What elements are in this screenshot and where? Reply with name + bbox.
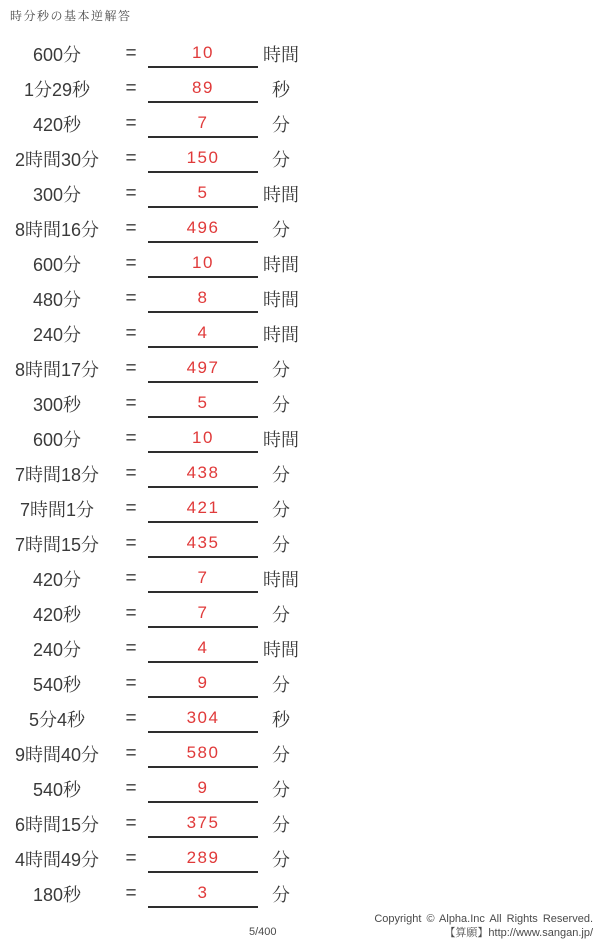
answer-value: 10 <box>192 427 214 447</box>
equals-sign: = <box>125 882 137 904</box>
answer-unit: 分 <box>272 534 290 555</box>
equals-sign: = <box>125 462 137 484</box>
equals-sign: = <box>125 672 137 694</box>
problem-question: 600分 <box>32 254 82 275</box>
answer-value: 497 <box>186 357 220 377</box>
answer-underline <box>148 109 258 138</box>
problem-row <box>0 246 304 281</box>
answer-underline <box>148 774 258 803</box>
answer-underline <box>148 74 258 103</box>
answer-value: 375 <box>186 812 220 832</box>
problem-row <box>0 456 304 491</box>
problem-question: 540秒 <box>32 674 82 695</box>
problem-question: 5分4秒 <box>28 709 86 730</box>
problem-question: 1分29秒 <box>23 79 91 100</box>
problem-row <box>0 596 304 631</box>
problem-row <box>0 771 304 806</box>
answer-value: 7 <box>197 602 209 622</box>
answer-underline <box>148 599 258 628</box>
answer-unit: 時間 <box>263 184 299 205</box>
answer-underline <box>148 144 258 173</box>
equals-sign: = <box>125 357 137 379</box>
equals-sign: = <box>125 42 137 64</box>
answer-unit: 分 <box>272 499 290 520</box>
answer-value: 5 <box>197 392 209 412</box>
problem-row <box>0 876 304 911</box>
problem-row <box>0 71 304 106</box>
answer-unit: 分 <box>272 219 290 240</box>
problem-question: 300分 <box>32 184 82 205</box>
page-title: 時分秒の基本逆解答 <box>10 9 132 23</box>
answer-value: 4 <box>197 322 209 342</box>
problem-row <box>0 176 304 211</box>
problem-list <box>0 36 304 911</box>
equals-sign: = <box>125 112 137 134</box>
answer-value: 289 <box>186 847 220 867</box>
problem-question: 420分 <box>32 569 82 590</box>
answer-unit: 時間 <box>263 429 299 450</box>
answer-unit: 時間 <box>263 324 299 345</box>
equals-sign: = <box>125 147 137 169</box>
problem-question: 480分 <box>32 289 82 310</box>
problem-question: 8時間17分 <box>14 359 100 380</box>
problem-row <box>0 491 304 526</box>
equals-sign: = <box>125 742 137 764</box>
answer-value: 3 <box>197 882 209 902</box>
answer-unit: 分 <box>272 464 290 485</box>
answer-underline <box>148 564 258 593</box>
problem-question: 600分 <box>32 429 82 450</box>
answer-value: 496 <box>186 217 220 237</box>
answer-unit: 時間 <box>263 289 299 310</box>
answer-unit: 時間 <box>263 254 299 275</box>
answer-underline <box>148 704 258 733</box>
problem-row <box>0 351 304 386</box>
problem-question: 9時間40分 <box>14 744 100 765</box>
equals-sign: = <box>125 497 137 519</box>
equals-sign: = <box>125 707 137 729</box>
problem-question: 420秒 <box>32 114 82 135</box>
equals-sign: = <box>125 322 137 344</box>
equals-sign: = <box>125 812 137 834</box>
answer-unit: 分 <box>272 884 290 905</box>
problem-row <box>0 421 304 456</box>
answer-unit: 分 <box>272 394 290 415</box>
problem-question: 240分 <box>32 639 82 660</box>
answer-value: 5 <box>197 182 209 202</box>
equals-sign: = <box>125 637 137 659</box>
answer-unit: 分 <box>272 359 290 380</box>
problem-question: 420秒 <box>32 604 82 625</box>
answer-underline <box>148 284 258 313</box>
problem-question: 7時間1分 <box>19 499 95 520</box>
problem-question: 8時間16分 <box>14 219 100 240</box>
problem-question: 7時間18分 <box>14 464 100 485</box>
problem-row <box>0 526 304 561</box>
equals-sign: = <box>125 252 137 274</box>
answer-underline <box>148 389 258 418</box>
answer-underline <box>148 319 258 348</box>
problem-row <box>0 736 304 771</box>
problem-question: 2時間30分 <box>14 149 100 170</box>
equals-sign: = <box>125 77 137 99</box>
answer-unit: 分 <box>272 114 290 135</box>
copyright-text: Copyright © Alpha.Inc All Rights Reserved. <box>374 913 593 925</box>
answer-value: 421 <box>186 497 220 517</box>
answer-value: 9 <box>197 672 209 692</box>
problem-question: 7時間15分 <box>14 534 100 555</box>
answer-unit: 時間 <box>263 639 299 660</box>
answer-value: 4 <box>197 637 209 657</box>
problem-question: 4時間49分 <box>14 849 100 870</box>
equals-sign: = <box>125 217 137 239</box>
problem-row <box>0 141 304 176</box>
answer-value: 435 <box>186 532 220 552</box>
answer-underline <box>148 179 258 208</box>
problem-row <box>0 36 304 71</box>
problem-question: 240分 <box>32 324 82 345</box>
problem-row <box>0 666 304 701</box>
answer-value: 89 <box>192 77 214 97</box>
answer-value: 7 <box>197 112 209 132</box>
problem-question: 300秒 <box>32 394 82 415</box>
answer-value: 304 <box>186 707 220 727</box>
answer-underline <box>148 844 258 873</box>
answer-underline <box>148 214 258 243</box>
equals-sign: = <box>125 392 137 414</box>
answer-underline <box>148 354 258 383</box>
problem-question: 180秒 <box>32 884 82 905</box>
footer-site-link: 【算願】http://www.sangan.jp/ <box>444 926 593 939</box>
answer-unit: 分 <box>272 779 290 800</box>
equals-sign: = <box>125 777 137 799</box>
answer-value: 7 <box>197 567 209 587</box>
equals-sign: = <box>125 182 137 204</box>
answer-unit: 秒 <box>272 709 290 730</box>
answer-value: 580 <box>186 742 220 762</box>
equals-sign: = <box>125 602 137 624</box>
answer-value: 10 <box>192 252 214 272</box>
answer-underline <box>148 634 258 663</box>
answer-unit: 秒 <box>272 79 290 100</box>
equals-sign: = <box>125 847 137 869</box>
answer-unit: 分 <box>272 744 290 765</box>
answer-underline <box>148 739 258 768</box>
answer-unit: 時間 <box>263 569 299 590</box>
answer-underline <box>148 424 258 453</box>
problem-row <box>0 561 304 596</box>
answer-value: 438 <box>186 462 220 482</box>
equals-sign: = <box>125 427 137 449</box>
answer-underline <box>148 529 258 558</box>
answer-unit: 分 <box>272 674 290 695</box>
problem-row <box>0 316 304 351</box>
answer-underline <box>148 809 258 838</box>
problem-question: 6時間15分 <box>14 814 100 835</box>
answer-value: 10 <box>192 42 214 62</box>
answer-underline <box>148 249 258 278</box>
problem-row <box>0 806 304 841</box>
answer-underline <box>148 879 258 908</box>
answer-unit: 分 <box>272 849 290 870</box>
answer-value: 9 <box>197 777 209 797</box>
problem-row <box>0 281 304 316</box>
answer-unit: 分 <box>272 814 290 835</box>
problem-question: 600分 <box>32 44 82 65</box>
equals-sign: = <box>125 567 137 589</box>
problem-question: 540秒 <box>32 779 82 800</box>
answer-underline <box>148 39 258 68</box>
page-number: 5/400 <box>249 926 277 938</box>
answer-value: 150 <box>186 147 220 167</box>
answer-underline <box>148 669 258 698</box>
answer-unit: 分 <box>272 604 290 625</box>
footer <box>374 913 593 940</box>
answer-underline <box>148 494 258 523</box>
equals-sign: = <box>125 287 137 309</box>
problem-row <box>0 701 304 736</box>
answer-underline <box>148 459 258 488</box>
problem-row <box>0 211 304 246</box>
equals-sign: = <box>125 532 137 554</box>
problem-row <box>0 386 304 421</box>
problem-row <box>0 106 304 141</box>
answer-unit: 時間 <box>263 44 299 65</box>
answer-unit: 分 <box>272 149 290 170</box>
answer-value: 8 <box>197 287 209 307</box>
problem-row <box>0 631 304 666</box>
problem-row <box>0 841 304 876</box>
